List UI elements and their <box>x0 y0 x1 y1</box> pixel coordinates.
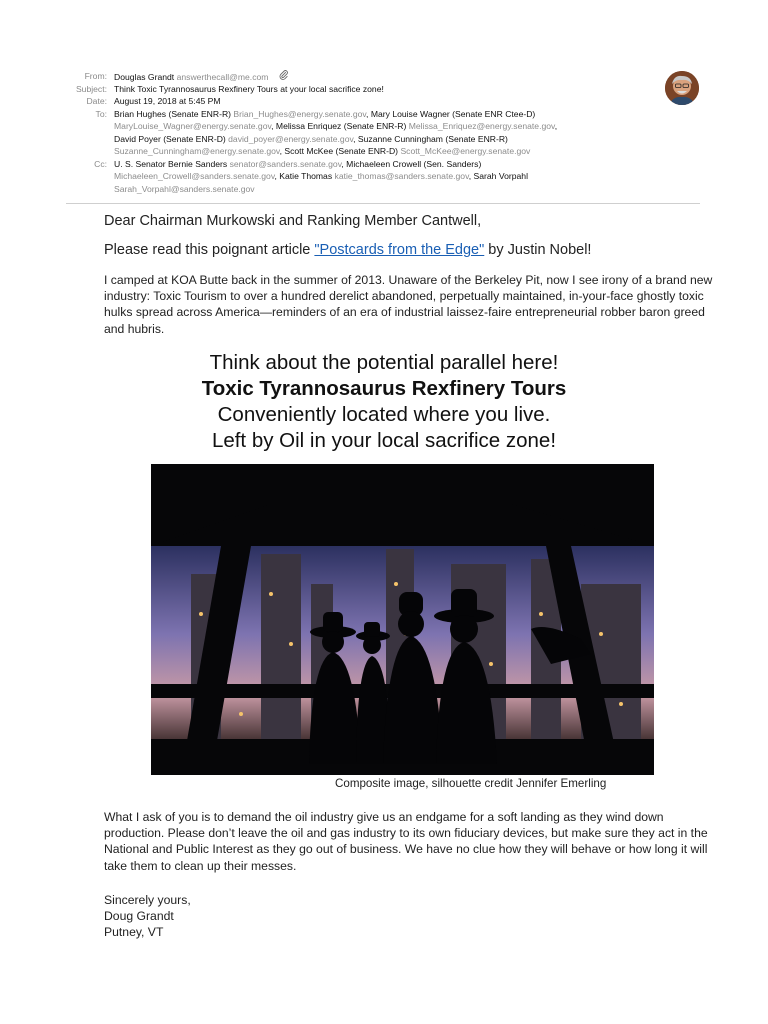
recipient-email[interactable]: david_poyer@energy.senate.gov <box>228 133 354 144</box>
subject-row <box>0 83 768 96</box>
cc-label: Cc: <box>94 158 107 169</box>
photo-caption: Composite image, silhouette credit Jennifer Emerling <box>335 777 607 790</box>
recipient-email[interactable]: Scott_McKee@energy.senate.gov <box>400 146 531 156</box>
from-row <box>0 70 768 83</box>
cc-row-3 <box>0 183 768 196</box>
cc-email[interactable]: Michaeleen_Crowell@sanders.senate.gov <box>114 171 275 181</box>
refinery-silhouette-photo <box>151 464 654 775</box>
recipient-name[interactable]: Scott McKee (Senate ENR-D) <box>284 146 399 156</box>
sender-name[interactable]: Douglas Grandt <box>114 72 175 82</box>
recipient-email[interactable]: Suzanne_Cunningham@energy.senate.gov <box>114 146 280 156</box>
to-row-1: To: Brian Hughes (Senate ENR-R) Brian_Hughes@energy.senate.gov, Mary Louise Wagner (Senate ENR Ctee-D) <box>95 108 536 119</box>
subject-label: Subject: <box>75 83 107 94</box>
date-label: Date: <box>86 96 107 106</box>
recipient-name[interactable]: Suzanne Cunningham (Senate ENR-R) <box>357 133 508 144</box>
recipient-email[interactable]: MaryLouise_Wagner@energy.senate.gov <box>114 121 272 131</box>
recipient-name[interactable]: Melissa Enriquez (Senate ENR-R) <box>275 121 407 131</box>
recipient-email[interactable]: Melissa_Enriquez@energy.senate.gov <box>408 121 555 131</box>
to-row-3: David Poyer (Senate ENR-D) david_poyer@energy.senate.gov, Suzanne Cunningham (Senate ENR-R) <box>114 133 508 144</box>
request-text: Please read this poignant article <box>104 242 315 258</box>
cc-row-2: Michaeleen_Crowell@sanders.senate.gov, Katie Thomas katie_thomas@sanders.senate.gov, Sarah Vorpahl <box>114 171 528 181</box>
headline-line: Conveniently located where you live. <box>217 403 551 426</box>
from-label: From: <box>84 71 107 81</box>
cc-email[interactable]: Sarah_Vorpahl@sanders.senate.gov <box>114 183 255 194</box>
paragraph-camping: I camped at KOA Butte back in the summer of 2013. Unaware of the Berkeley Pit, now I see irony of a brand new industry: Toxic Tourism to over a hundred derelict abandoned, perpetually maintained, in-your-face ghostly toxic hulks spread across America—reminders of an era of industrial laissez-faire entrepreneurial robber baron greed and hubris. <box>104 273 713 336</box>
cc-name[interactable]: Michaeleen Crowell (Sen. Sanders) <box>346 158 482 169</box>
signature-name: Doug Grandt <box>104 909 174 924</box>
subject-text: Think Toxic Tyrannosaurus Rexfinery Tours at your local sacrifice zone! <box>114 83 384 94</box>
request-author: by Justin Nobel! <box>484 242 592 258</box>
header-divider <box>66 203 700 204</box>
to-row-2: MaryLouise_Wagner@energy.senate.gov, Melissa Enriquez (Senate ENR-R) Melissa_Enriquez@energy.senate.gov, <box>114 121 558 131</box>
date-text: August 19, 2018 at 5:45 PM <box>114 96 221 106</box>
to-label: To: <box>95 108 107 119</box>
signature-block <box>104 892 724 941</box>
sender-avatar <box>665 71 699 105</box>
article-link[interactable]: "Postcards from the Edge" <box>314 242 485 258</box>
recipient-name[interactable]: Mary Louise Wagner (Senate ENR Ctee-D) <box>370 108 536 119</box>
cc-name[interactable]: Sarah Vorpahl <box>473 171 528 181</box>
to-row-4: Suzanne_Cunningham@energy.senate.gov, Scott McKee (Senate ENR-D) Scott_McKee@energy.senate.gov <box>114 146 531 156</box>
headline-line: Left by Oil in your local sacrifice zone! <box>211 429 557 452</box>
headline-block <box>0 350 768 454</box>
recipient-name[interactable]: David Poyer (Senate ENR-D) <box>114 133 226 144</box>
closing: Sincerely yours, <box>104 893 191 907</box>
email-header <box>0 70 768 195</box>
paragraph-request: What I ask of you is to demand the oil industry give us an endgame for a soft landing as they wind down production. Please don’t leave the oil and gas industry to its own fiduciary devices, but make sure they act in the National and Public Interest as they go out of business. We have no clue how they will behave or how long it will take them to clean up their messes. <box>104 810 708 873</box>
cc-name[interactable]: U. S. Senator Bernie Sanders <box>114 158 228 169</box>
greeting: Dear Chairman Murkowski and Ranking Member Cantwell, <box>104 213 482 229</box>
cc-name[interactable]: Katie Thomas <box>279 171 333 181</box>
sender-email[interactable]: answerthecall@me.com <box>176 72 269 82</box>
date-row <box>0 95 768 108</box>
headline-line-bold: Toxic Tyrannosaurus Rexfinery Tours <box>201 377 567 400</box>
cc-email[interactable]: senator@sanders.senate.gov <box>229 158 342 169</box>
headline-line: Think about the potential parallel here! <box>209 351 559 374</box>
article-request <box>104 241 724 259</box>
recipient-email[interactable]: Brian_Hughes@energy.senate.gov <box>233 108 367 119</box>
signature-place: Putney, VT <box>104 925 164 940</box>
recipient-name[interactable]: Brian Hughes (Senate ENR-R) <box>114 108 232 119</box>
cc-email[interactable]: katie_thomas@sanders.senate.gov <box>334 171 469 181</box>
cc-row-1: Cc: U. S. Senator Bernie Sanders senator@sanders.senate.gov, Michaeleen Crowell (Sen. Sanders) <box>94 158 482 169</box>
